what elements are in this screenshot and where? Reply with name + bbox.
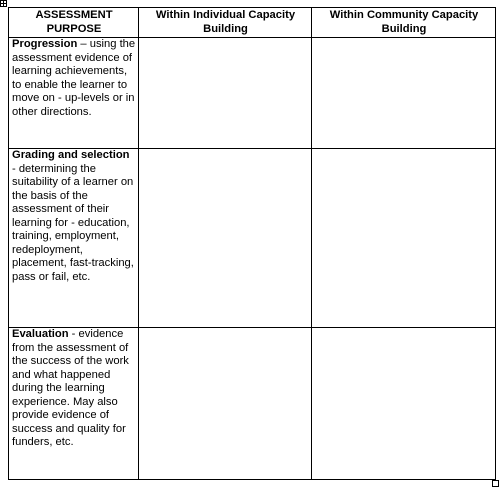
purpose-cell-grading[interactable] xyxy=(9,149,139,328)
header-assessment-purpose: ASSESSMENT PURPOSE xyxy=(9,8,139,38)
table-row xyxy=(9,328,496,480)
header-community-capacity-building: Within Community Capacity Building xyxy=(312,8,496,38)
purpose-term: Progression xyxy=(12,38,78,50)
table-header-row xyxy=(9,8,496,38)
individual-cell-progression[interactable] xyxy=(139,38,312,149)
purpose-term: Evaluation xyxy=(12,328,69,340)
individual-cell-evaluation[interactable] xyxy=(139,328,312,480)
purpose-text xyxy=(12,149,136,284)
community-cell-grading[interactable] xyxy=(312,149,496,328)
table-move-handle[interactable] xyxy=(0,0,7,7)
table-row xyxy=(9,38,496,149)
purpose-description: - determining the suitability of a learner on the basis of the assessment of their learning for - education, training, employment, redeployment, placement, fast-tracking, pass or fail, etc. xyxy=(12,162,134,283)
purpose-text xyxy=(12,328,136,450)
purpose-text xyxy=(12,38,136,119)
purpose-term: Grading and selection xyxy=(12,149,130,161)
header-individual-capacity-building: Within Individual Capacity Building xyxy=(139,8,312,38)
community-cell-evaluation[interactable] xyxy=(312,328,496,480)
table-row xyxy=(9,149,496,328)
community-cell-progression[interactable] xyxy=(312,38,496,149)
individual-cell-grading[interactable] xyxy=(139,149,312,328)
purpose-cell-evaluation[interactable] xyxy=(9,328,139,480)
assessment-purpose-table xyxy=(8,7,496,480)
purpose-description: – using the assessment evidence of learning achievements, to enable the learner to move on - up-levels or in other directions. xyxy=(12,38,136,118)
purpose-description: - evidence from the assessment of the success of the work and what happened during the learning experience. May also provide evidence of success and quality for funders, etc. xyxy=(12,328,129,448)
table-resize-handle[interactable] xyxy=(492,480,499,487)
purpose-cell-progression[interactable] xyxy=(9,38,139,149)
